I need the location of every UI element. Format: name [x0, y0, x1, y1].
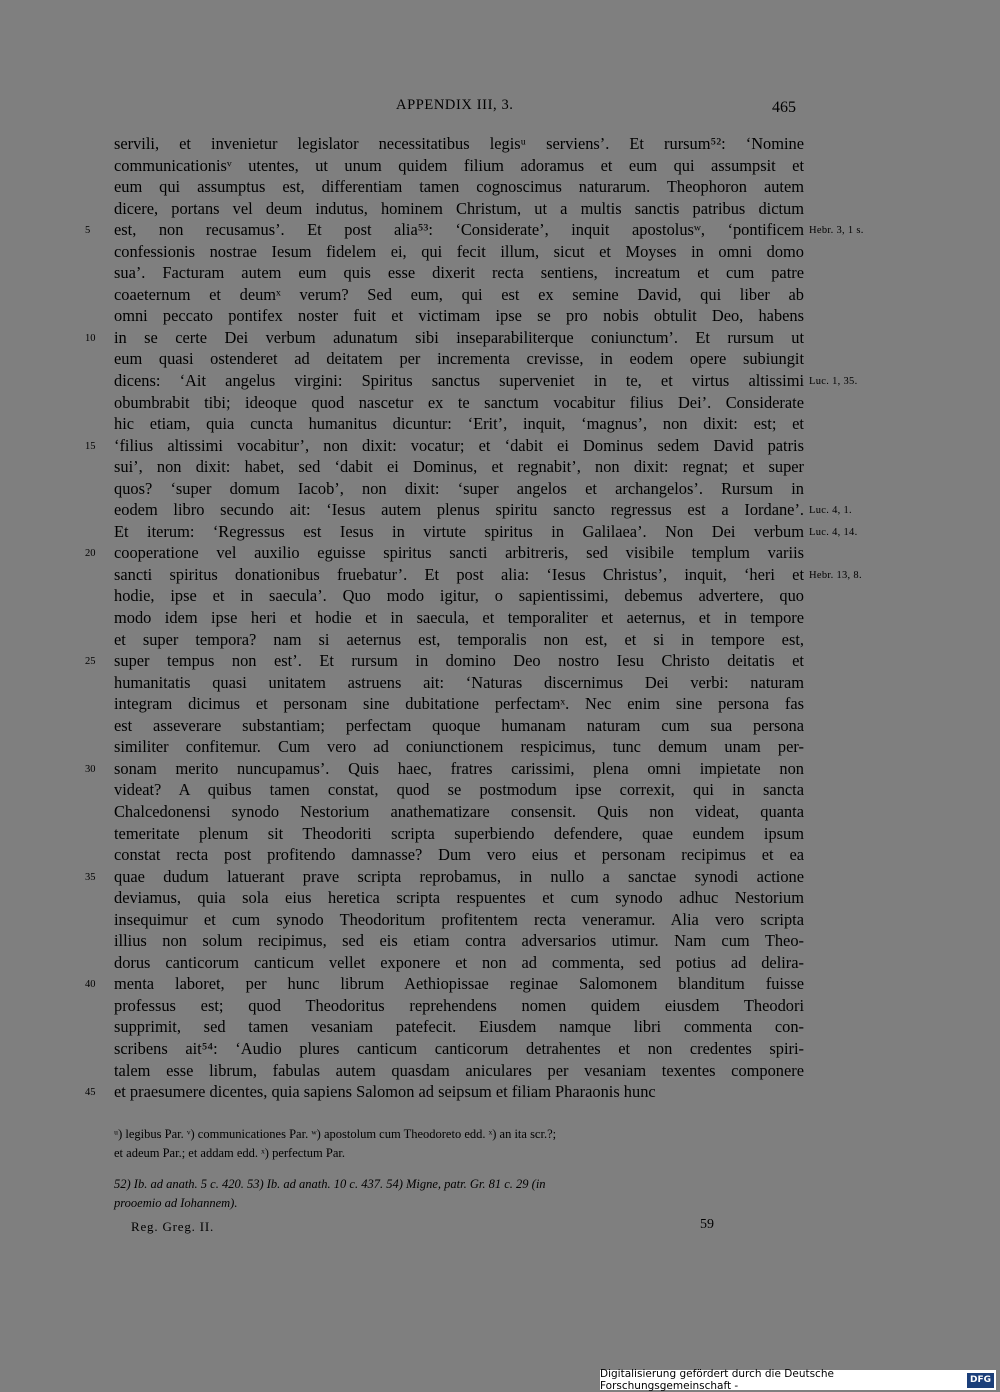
text-line: [114, 564, 862, 586]
text-line-content: Et iterum: ‘Regressus est Iesus in virtute spiritus in Galilaea’. Non Dei verbum: [114, 521, 804, 541]
critical-apparatus-line: et adeum Par.; et addam edd. ˣ) perfectum Par.: [114, 1146, 345, 1160]
text-line-content: confessionis nostrae Iesum fidelem ei, qui fecit illum, sicut et Moyses in omni domo: [114, 241, 804, 261]
text-line-content: deviamus, quia sola eius heretica scripta respuentes et cum synodo adhuc Nestorium: [114, 888, 804, 908]
text-line: [85, 435, 804, 457]
line-number: 10: [85, 332, 96, 344]
text-line: [114, 629, 804, 651]
text-line-content: menta laboret, per hunc librum Aethiopissae reginae Salomonem blanditum fuisse: [114, 974, 804, 994]
text-line: [114, 952, 804, 974]
margin-scripture-reference: Luc. 4, 1.: [809, 505, 852, 517]
text-line-content: sonam merito nuncupamus’. Quis haec, fratres carissimi, plena omni impietate non: [114, 758, 804, 778]
footnotes: [114, 1125, 814, 1213]
text-line: [114, 995, 804, 1017]
funding-banner-text: Digitalisierung gefördert durch die Deutsche Forschungsgemeinschaft -: [600, 1368, 834, 1392]
text-line-content: quae dudum latuerant prave scripta reprobamus, in nullo a sanctae synodi actione: [114, 866, 804, 886]
line-number: 40: [85, 979, 96, 991]
text-line: [114, 693, 804, 715]
text-line: [114, 456, 804, 478]
page-number: 465: [772, 99, 796, 116]
text-line-content: omni peccato pontifex noster fuit et victimam ipse se pro nobis obtulit Deo, habens: [114, 306, 804, 326]
text-line-content: eum qui assumptus est, differentiam tamen cognoscimus naturarum. Theophoron autem: [114, 177, 804, 197]
line-number: 15: [85, 440, 96, 452]
text-line: [85, 973, 804, 995]
text-line: [114, 801, 804, 823]
text-line-content: similiter confitemur. Cum vero ad coniunctionem respicimus, tunc demum unam per-: [114, 737, 804, 757]
text-line-content: scribens ait⁵⁴: ‘Audio plures canticum canticorum detrahentes et non credentes spiri-: [114, 1038, 804, 1058]
text-line-content: eum quasi ostenderet ad deitatem per incrementa crevisse, in eodem opere subiungit: [114, 349, 804, 369]
margin-scripture-reference: Hebr. 3, 1 s.: [809, 225, 864, 237]
text-line: [114, 370, 858, 392]
text-line-content: sui’, non dixit: habet, sed ‘dabit ei Dominus, et regnabit’, non dixit: regnat; et super: [114, 457, 804, 477]
text-line: [114, 284, 804, 306]
text-line-content: dicens: ‘Ait angelus virgini: Spiritus sanctus superveniet in te, et virtus altissimi: [114, 371, 804, 391]
text-line: [114, 672, 804, 694]
text-line-content: dicere, portans vel deum indutus, hominem Christum, ut a multis sanctis patribus dictum: [114, 198, 804, 218]
text-line-content: professus est; quod Theodoritus reprehendens nomen quidem eiusdem Theodori: [114, 995, 804, 1015]
line-number: 30: [85, 763, 96, 775]
text-line-content: dorus canticorum canticum vellet exponere et non ad commenta, sed potius ad delira-: [114, 952, 804, 972]
text-line-content: constat recta post profitendo damnasse? Dum vero eius et personam recipimus et ea: [114, 845, 804, 865]
text-line: [114, 736, 804, 758]
text-line: [114, 499, 852, 521]
text-line-content: illius non solum recipimus, sed eis etiam contra adversarios utimur. Nam cum Theo-: [114, 931, 804, 951]
text-line: [114, 133, 804, 155]
text-line: [85, 219, 864, 241]
text-line: [114, 176, 804, 198]
text-line-content: cooperatione vel auxilio eguisse spiritus sancti arbitreris, sed visibile templum variis: [114, 543, 804, 563]
text-line-content: temeritate plenum sit Theodoriti scripta superbiendo defendere, quae eundem ipsum: [114, 823, 804, 843]
line-number: 25: [85, 656, 96, 668]
text-line: [114, 585, 804, 607]
text-line-content: et praesumere dicentes, quia sapiens Salomon ad seipsum et filiam Pharaonis hunc: [114, 1082, 656, 1102]
text-line: [114, 844, 804, 866]
text-line: [114, 241, 804, 263]
line-number: 35: [85, 871, 96, 883]
funding-banner[interactable]: [600, 1370, 996, 1390]
margin-scripture-reference: Luc. 1, 35.: [809, 376, 858, 388]
text-line: [114, 887, 804, 909]
source-notes-line: prooemio ad Iohannem).: [114, 1196, 238, 1210]
text-line-content: modo idem ipse heri et hodie et in saecula, et temporaliter et aeternus, et in tempore: [114, 608, 804, 628]
text-line-content: integram dicimus et personam sine dubitatione perfectamˣ. Nec enim sine persona fas: [114, 694, 804, 714]
text-line-content: in se certe Dei verbum adunatum sibi inseparabiliterque coniunctum’. Et rursum ut: [114, 327, 804, 347]
text-line-content: servili, et invenietur legislator necessitatibus legisᵘ serviens’. Et rursum⁵²: ‘Nomine: [114, 134, 804, 153]
text-line-content: humanitatis quasi unitatem astruens ait: ‘Naturas discernimus Dei verbi: naturam: [114, 672, 804, 692]
text-line: [85, 650, 804, 672]
text-line: [85, 327, 804, 349]
text-line: [114, 521, 858, 543]
text-line-content: videat? A quibus tamen constat, quod se postmodum ipse correxit, qui in sancta: [114, 780, 804, 800]
text-line: [114, 1060, 804, 1082]
dfg-logo-icon[interactable]: DFG: [967, 1373, 994, 1388]
text-line: [114, 1038, 804, 1060]
text-line-content: sua’. Facturam autem eum quis esse dixerit recta sentiens, increatum et cum patre: [114, 263, 804, 283]
text-line: [114, 715, 804, 737]
text-line-content: est asseverare substantiam; perfectam quoque humanam naturam cum sua persona: [114, 715, 804, 735]
text-line: [114, 930, 804, 952]
text-line: [85, 866, 804, 888]
text-line: [114, 348, 804, 370]
text-line-content: eodem libro secundo ait: ‘Iesus autem plenus spiritu sancto regressus est a Iordane’.: [114, 500, 804, 520]
text-line-content: Chalcedonensi synodo Nestorium anathematizare consensit. Quis non videat, quanta: [114, 801, 804, 821]
text-line-content: hodie, ipse et in saecula’. Quo modo igitur, o sapientissimi, debemus advertere, quo: [114, 586, 804, 606]
text-line: [114, 1016, 804, 1038]
source-notes-line: 52) Ib. ad anath. 5 c. 420. 53) Ib. ad anath. 10 c. 437. 54) Migne, patr. Gr. 81 c. 29 (in: [114, 1177, 546, 1191]
text-line-content: supprimit, sed tamen vesaniam patefecit. Eiusdem namque libri commenta con-: [114, 1017, 804, 1037]
text-line: [114, 823, 804, 845]
text-line-content: et super tempora? nam si aeternus est, temporalis non est, et si in tempore est,: [114, 629, 804, 649]
line-number: 5: [85, 225, 91, 237]
text-line: [114, 909, 804, 931]
signature-mark: Reg. Greg. II.: [131, 1219, 215, 1234]
margin-scripture-reference: Hebr. 13, 8.: [809, 569, 862, 581]
text-line: [114, 392, 804, 414]
text-line-content: est, non recusamus’. Et post alia⁵³: ‘Considerate’, inquit apostolusʷ, ‘pontificem: [114, 220, 804, 240]
text-line-content: super tempus non est’. Et rursum in domino Deo nostro Iesu Christo deitatis et: [114, 651, 804, 671]
text-line: [114, 155, 804, 177]
text-line: [114, 305, 804, 327]
line-number: 45: [85, 1087, 96, 1099]
running-header: APPENDIX III, 3.: [396, 97, 514, 113]
text-line: [85, 1081, 804, 1103]
text-line-content: sancti spiritus donationibus fruebatur’. Et post alia: ‘Iesus Christus’, inquit, ‘heri et: [114, 564, 804, 584]
main-text-block: [85, 133, 864, 1103]
text-line-content: hic etiam, quia cuncta humanitus dicuntur: ‘Erit’, inquit, ‘magnus’, non dixit: est; et: [114, 414, 804, 434]
text-line: [114, 198, 804, 220]
critical-apparatus-line: ᵘ) legibus Par. ᵛ) communicationes Par. ʷ) apostolum cum Theodoreto edd. ˣ) an ita scr.?;: [114, 1127, 557, 1141]
text-line: [85, 758, 804, 780]
text-line: [114, 262, 804, 284]
text-line-content: ‘filius altissimi vocabitur’, non dixit: vocatur; et ‘dabit ei Dominus sedem David patris: [114, 435, 804, 455]
text-line-content: insequimur et cum synodo Theodoritum profitentem recta veneramur. Alia vero scripta: [114, 909, 804, 929]
text-line: [114, 779, 804, 801]
text-line-content: coaeternum et deumˣ verum? Sed eum, qui est ex semine David, qui liber ab: [114, 284, 804, 304]
sheet-number: 59: [700, 1217, 714, 1232]
text-line-content: communicationisᵛ utentes, ut unum quidem filium adoramus et eum qui assumpsit et: [114, 155, 804, 175]
text-line-content: quos? ‘super domum Iacob’, non dixit: ‘super angelos et archangelos’. Rursum in: [114, 478, 804, 498]
text-line: [85, 542, 804, 564]
text-line: [114, 478, 804, 500]
text-line: [114, 413, 804, 435]
text-line: [114, 607, 804, 629]
line-number: 20: [85, 548, 96, 560]
text-line-content: talem esse librum, fabulas autem quasdam aniculares per vesaniam texentes componere: [114, 1060, 804, 1080]
margin-scripture-reference: Luc. 4, 14.: [809, 526, 858, 538]
text-line-content: obumbrabit tibi; ideoque quod nascetur ex te sanctum vocabitur filius Dei’. Considerate: [114, 392, 804, 412]
